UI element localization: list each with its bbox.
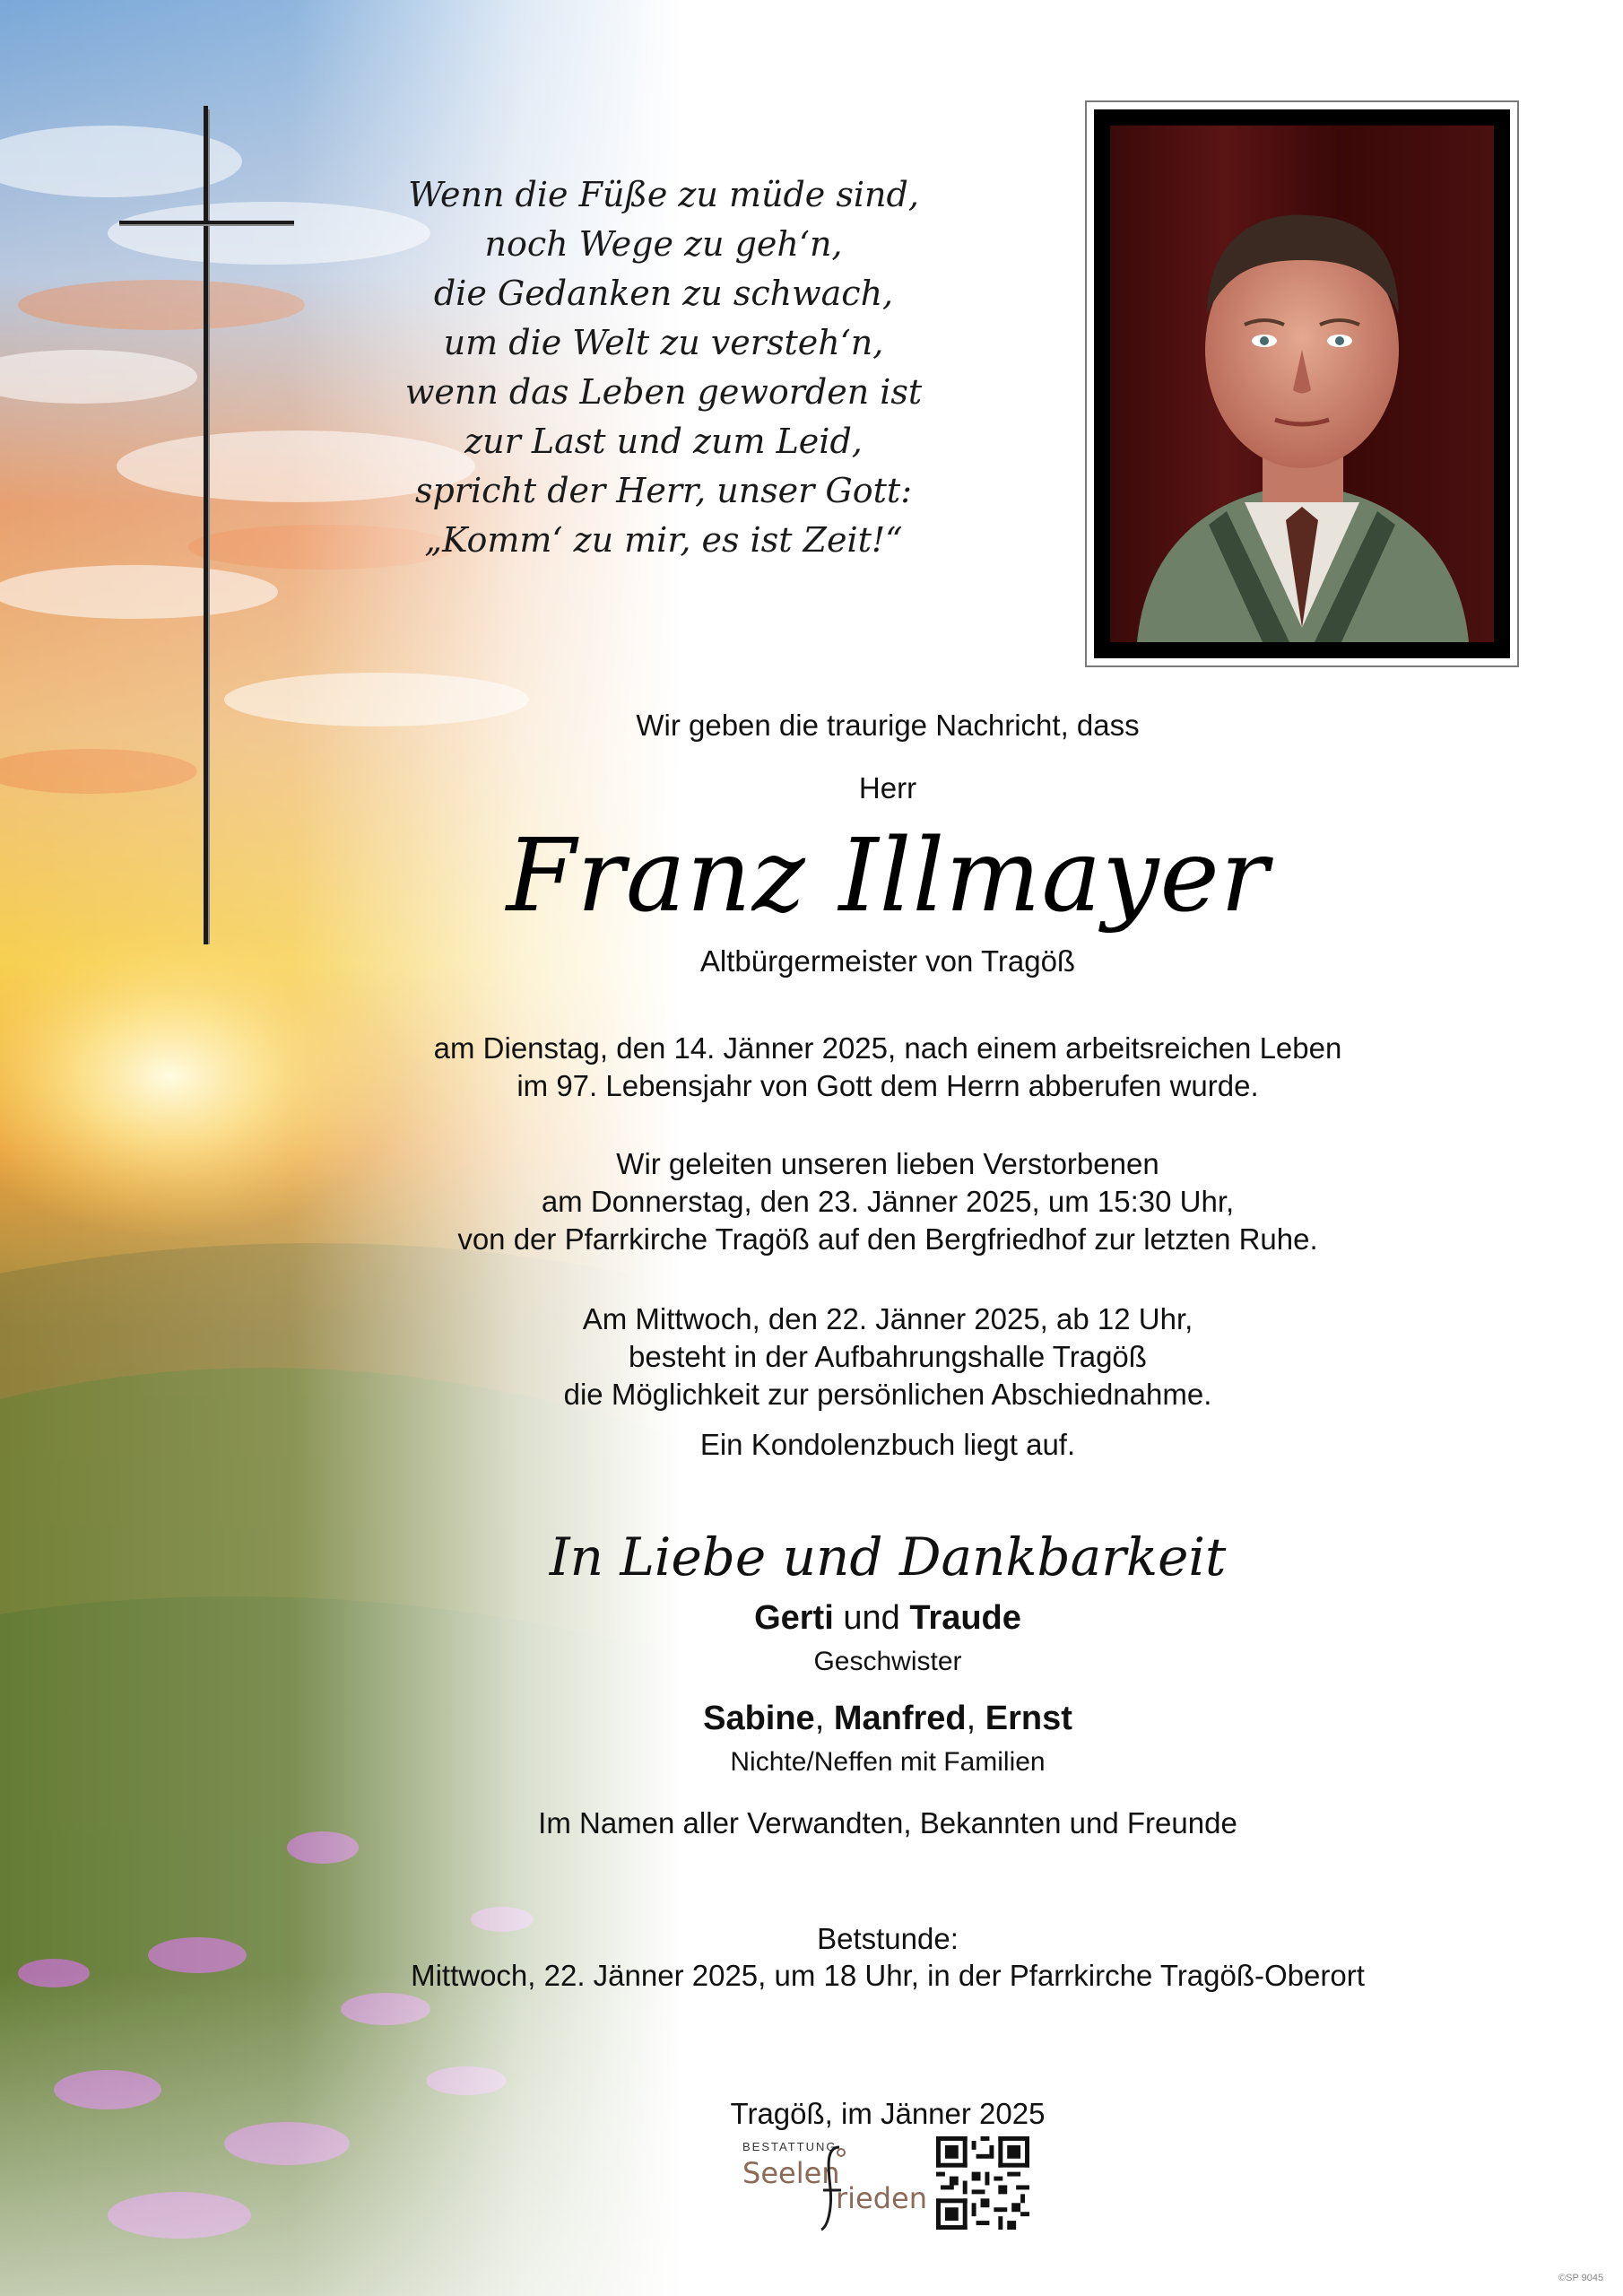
salutation: Herr <box>858 771 917 804</box>
logo-word-1: Seelen <box>742 2156 840 2190</box>
death-line: im 97. Lebensjahr von Gott dem Herrn abberufen wurde. <box>516 1069 1259 1102</box>
viewing-line: Am Mittwoch, den 22. Jänner 2025, ab 12 Uhr, <box>582 1302 1193 1335</box>
condolence-note: Ein Kondolenzbuch liegt auf. <box>699 1428 1076 1461</box>
mourner-joiner: und <box>833 1599 910 1637</box>
intro-text: Wir geben die traurige Nachricht, dass <box>636 709 1140 742</box>
viewing-line: besteht in der Aufbahrungshalle Tragöß <box>629 1340 1147 1373</box>
funeral-home-logo <box>742 2136 933 2235</box>
death-paragraph <box>269 1030 1506 1105</box>
on-behalf-line: Im Namen aller Verwandten, Bekannten und Freunde <box>538 1806 1237 1839</box>
poem-line: wenn das Leben geworden ist <box>404 372 923 412</box>
funeral-line: von der Pfarrkirche Tragöß auf den Bergfriedhof zur letzten Ruhe. <box>457 1222 1318 1256</box>
prayer-details: Mittwoch, 22. Jänner 2025, um 18 Uhr, in der Pfarrkirche Tragöß-Oberort <box>411 1959 1365 1992</box>
deceased-name: Franz Illmayer <box>506 818 1270 935</box>
print-code: ©SP 9045 <box>1558 2273 1604 2283</box>
poem-line: noch Wege zu geh‘n, <box>484 224 843 264</box>
funeral-paragraph <box>269 1145 1506 1258</box>
portrait-mat <box>1094 109 1510 658</box>
place-date: Tragöß, im Jänner 2025 <box>730 2097 1046 2130</box>
mourner-name: Sabine <box>703 1700 815 1737</box>
viewing-paragraph <box>269 1300 1506 1413</box>
mourners-relation-2: Nichte/Neffen mit Familien <box>730 1747 1046 1777</box>
deceased-title: Altbürgermeister von Tragöß <box>699 944 1076 978</box>
logo-small-text: BESTATTUNG <box>742 2140 838 2153</box>
mourners-heading: In Liebe und Dankbarkeit <box>549 1526 1227 1587</box>
logo-word-2: rieden <box>836 2181 928 2215</box>
mourner-separator: , <box>814 1700 834 1737</box>
mourner-separator: , <box>966 1700 985 1737</box>
mourners-relation-1: Geschwister <box>813 1647 962 1676</box>
death-line: am Dienstag, den 14. Jänner 2025, nach einem arbeitsreichen Leben <box>433 1031 1342 1065</box>
prayer-label: Betstunde: <box>817 1922 959 1955</box>
poem-line: um die Welt zu versteh‘n, <box>443 323 884 362</box>
poem-line: „Komm‘ zu mir, es ist Zeit!“ <box>424 520 903 560</box>
poem-line: Wenn die Füße zu müde sind, <box>408 175 919 214</box>
portrait-frame <box>1085 100 1519 667</box>
poem-line: spricht der Herr, unser Gott: <box>414 471 912 510</box>
portrait-photo <box>1110 126 1494 642</box>
mourners-group-1 <box>269 1599 1506 1638</box>
mourner-name: Ernst <box>985 1700 1072 1737</box>
poem-line: zur Last und zum Leid, <box>464 422 863 461</box>
mourner-name: Traude <box>909 1599 1021 1637</box>
mourner-name: Manfred <box>833 1700 967 1737</box>
mourner-name: Gerti <box>754 1599 834 1637</box>
viewing-line: die Möglichkeit zur persönlichen Abschiednahme. <box>563 1378 1212 1411</box>
poem-line: die Gedanken zu schwach, <box>433 274 894 313</box>
funeral-line: Wir geleiten unseren lieben Verstorbenen <box>616 1147 1159 1180</box>
qr-code-icon <box>936 2136 1029 2230</box>
funeral-line: am Donnerstag, den 23. Jänner 2025, um 15:30 Uhr, <box>541 1185 1235 1218</box>
mourners-group-2 <box>269 1700 1506 1738</box>
poem <box>332 170 995 565</box>
